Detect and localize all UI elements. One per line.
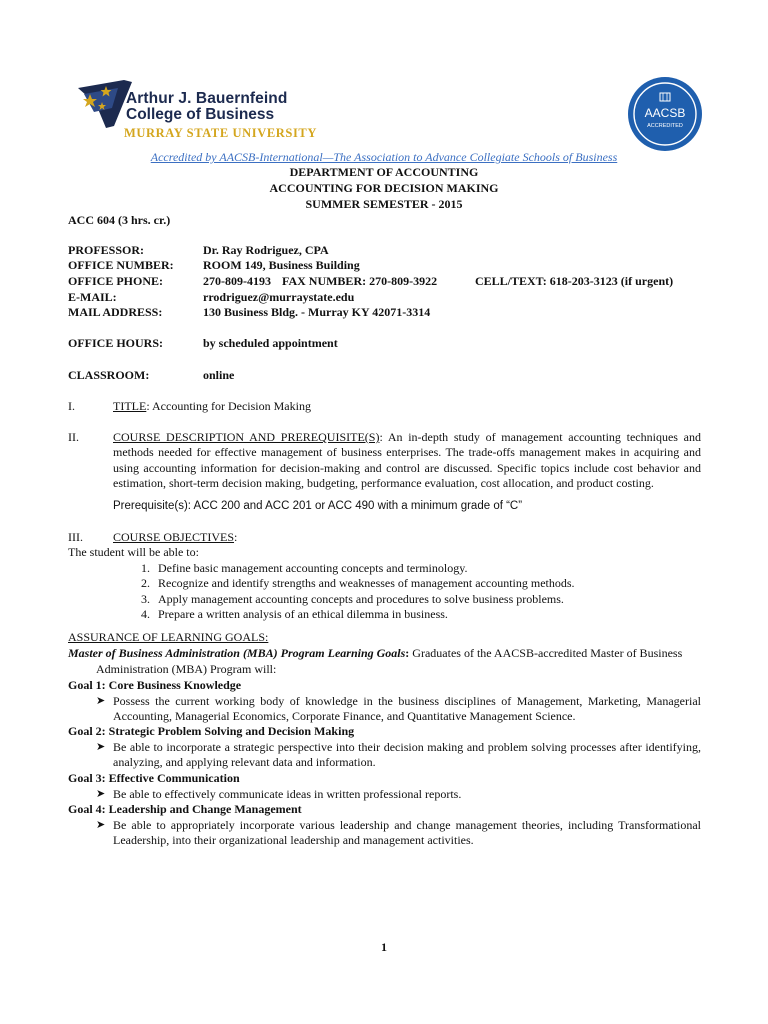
email-value[interactable]: rrodriguez@murraystate.edu [203, 290, 355, 304]
objective-text: Apply management accounting concepts and procedures to solve business problems. [158, 592, 564, 606]
office-phone-label: OFFICE PHONE: [68, 274, 163, 288]
course-code: ACC 604 (3 hrs. cr.) [68, 213, 171, 227]
arrow-bullet-icon: ➤ [96, 819, 106, 831]
college-name-line1: Arthur J. Bauernfeind [126, 90, 288, 107]
email-label: E-MAIL: [68, 290, 117, 304]
objective-text: Recognize and identify strengths and weaknesses of management accounting methods. [158, 576, 575, 590]
section-2-paragraph [113, 430, 701, 492]
arrow-bullet-icon: ➤ [96, 788, 106, 800]
mba-goals-intro [68, 646, 708, 661]
section-1-title: TITLE [113, 399, 147, 413]
cell-number: CELL/TEXT: 618-203-3123 (if urgent) [475, 274, 674, 288]
objective-number: 4. [141, 607, 150, 621]
mail-value: 130 Business Bldg. - Murray KY 42071-3314 [203, 305, 431, 319]
prerequisite: Prerequisite(s): ACC 200 and ACC 201 or ACC 490 with a minimum grade of “C” [113, 500, 523, 512]
page-number: 1 [381, 940, 387, 954]
section-2-text: : An in-depth study of management accounting techniques and methods needed for effective management of business enterprises. The trade-offs management makes in acquiring and using accounting information for decision-making and control are discussed. Specific topics include cost behavior and estimation, short-term decision making, budgeting, performance evaluation, cost allocation, and product costing. [113, 430, 701, 491]
objective-number: 1. [141, 561, 150, 575]
mba-goals-lead: Master of Business Administration (MBA) Program Learning Goals [68, 646, 406, 660]
aacsb-seal [627, 76, 703, 152]
assurance-heading: ASSURANCE OF LEARNING GOALS: [68, 630, 269, 644]
section-3-number: III. [68, 530, 83, 544]
arrow-bullet-icon: ➤ [96, 695, 106, 707]
course-title: ACCOUNTING FOR DECISION MAKING [269, 181, 499, 195]
fax-number: FAX NUMBER: 270-809-3922 [282, 274, 438, 288]
goal-4-heading: Goal 4: Leadership and Change Management [68, 802, 302, 816]
section-1-heading [113, 399, 311, 414]
college-name-line2: College of Business [126, 106, 275, 123]
semester-title: SUMMER SEMESTER - 2015 [305, 197, 463, 211]
section-3-title: COURSE OBJECTIVES [113, 530, 235, 544]
objective-text: Prepare a written analysis of an ethical dilemma in business. [158, 607, 448, 621]
section-3-heading [113, 530, 237, 545]
office-hours-value: by scheduled appointment [203, 336, 338, 350]
mba-goals-colon: : [405, 646, 410, 660]
goal-4-text: Be able to appropriately incorporate various leadership and change management theories, including Transformational Leadership, into their organizational leadership and management activities. [113, 818, 701, 848]
office-number-value: ROOM 149, Business Building [203, 258, 360, 272]
department-title: DEPARTMENT OF ACCOUNTING [289, 165, 479, 179]
mail-label: MAIL ADDRESS: [68, 305, 163, 319]
goal-3-heading: Goal 3: Effective Communication [68, 771, 240, 785]
mba-goals-text: Graduates of the AACSB-accredited Master of Business [409, 646, 683, 660]
mba-goals-text-2: Administration (MBA) Program will: [96, 662, 277, 676]
objective-number: 2. [141, 576, 150, 590]
section-1-text: : Accounting for Decision Making [146, 399, 311, 413]
university-name: MURRAY STATE UNIVERSITY [124, 126, 317, 140]
classroom-value: online [203, 368, 235, 382]
professor-value: Dr. Ray Rodriguez, CPA [203, 243, 329, 257]
goal-1-text: Possess the current working body of knowledge in the business disciplines of Management, Marketing, Managerial Accounting, Managerial Economics, Corporate Finance, and Quantitative Management Science. [113, 694, 701, 724]
section-1-number: I. [68, 399, 75, 413]
goal-2-heading: Goal 2: Strategic Problem Solving and Decision Making [68, 724, 355, 738]
section-2-number: II. [68, 430, 79, 444]
classroom-label: CLASSROOM: [68, 368, 150, 382]
section-3-colon: : [234, 530, 238, 544]
arrow-bullet-icon: ➤ [96, 741, 106, 753]
objective-text: Define basic management accounting concepts and terminology. [158, 561, 468, 575]
office-phone-value: 270-809-4193 [203, 274, 271, 288]
seal-text: AACSB [644, 106, 686, 120]
seal-subtext: ACCREDITED [647, 123, 683, 129]
professor-label: PROFESSOR: [68, 243, 145, 257]
accreditation-link[interactable]: Accredited by AACSB-International—The Association to Advance Collegiate Schools of Business [150, 150, 618, 164]
goal-2-text: Be able to incorporate a strategic perspective into their decision making and problem solving processes after identifying, analyzing, and applying relevant data and information. [113, 740, 701, 770]
goal-1-heading: Goal 1: Core Business Knowledge [68, 678, 242, 692]
office-hours-label: OFFICE HOURS: [68, 336, 164, 350]
goal-3-text: Be able to effectively communicate ideas in written professional reports. [113, 787, 462, 801]
objectives-intro: The student will be able to: [68, 545, 199, 559]
office-number-label: OFFICE NUMBER: [68, 258, 174, 272]
objective-number: 3. [141, 592, 150, 606]
section-2-title: COURSE DESCRIPTION AND PREREQUISITE(S) [113, 430, 380, 444]
